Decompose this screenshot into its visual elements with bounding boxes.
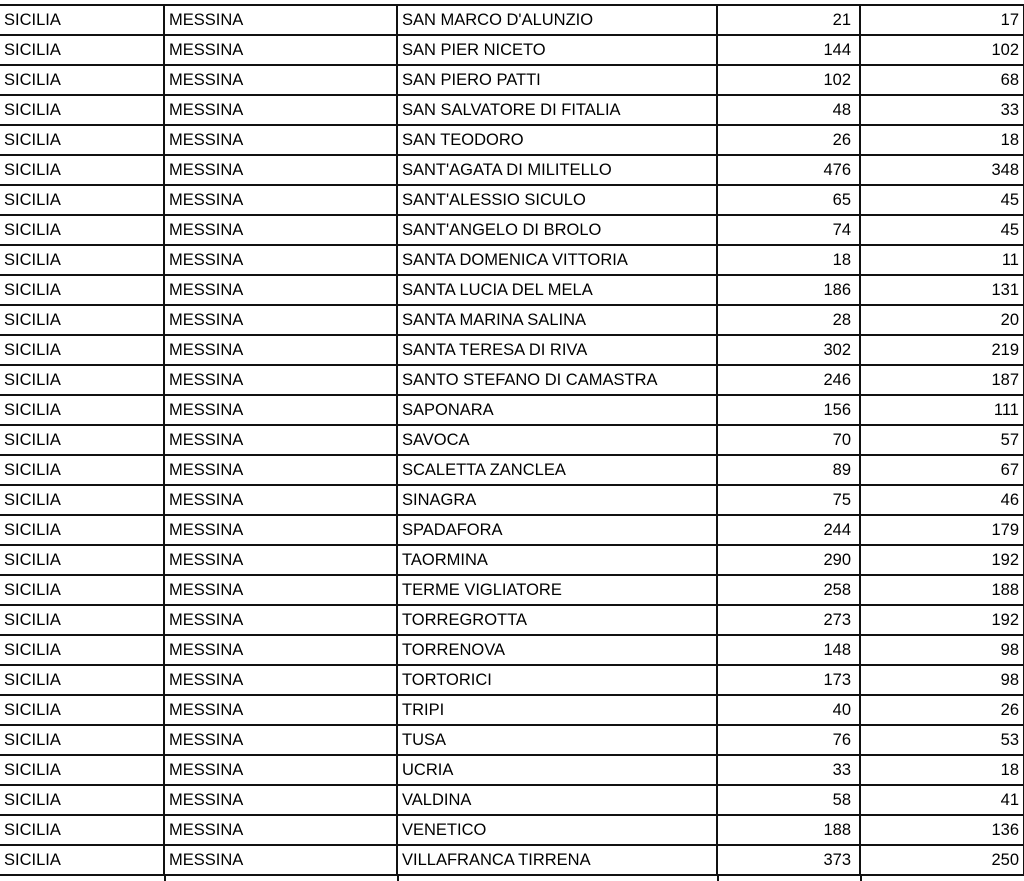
value-b-cell[interactable]: 45	[860, 185, 1024, 215]
province-cell[interactable]: MESSINA	[164, 515, 397, 545]
table-row	[0, 35, 1024, 65]
value-b-cell[interactable]: 11	[860, 245, 1024, 275]
municipality-cell[interactable]: SAN PIERO PATTI	[397, 65, 717, 95]
province-cell[interactable]: MESSINA	[164, 305, 397, 335]
value-a-cell[interactable]: 65	[717, 185, 860, 215]
value-b-cell[interactable]: 67	[860, 455, 1024, 485]
province-cell[interactable]: MESSINA	[164, 845, 397, 875]
province-cell[interactable]: MESSINA	[164, 5, 397, 35]
value-a-cell[interactable]: 28	[717, 305, 860, 335]
table-row	[0, 275, 1024, 305]
value-b-cell[interactable]: 179	[860, 515, 1024, 545]
table-row	[0, 125, 1024, 155]
value-a-cell[interactable]: 58	[717, 785, 860, 815]
value-b-cell[interactable]: 98	[860, 635, 1024, 665]
region-cell[interactable]: SICILIA	[0, 305, 164, 335]
municipality-cell[interactable]: TERME VIGLIATORE	[397, 575, 717, 605]
table-row	[0, 785, 1024, 815]
grid-line-stub	[164, 875, 166, 881]
table-row	[0, 5, 1024, 35]
region-cell[interactable]: SICILIA	[0, 725, 164, 755]
value-b-cell[interactable]: 18	[860, 755, 1024, 785]
municipality-cell[interactable]: SAN TEODORO	[397, 125, 717, 155]
value-b-cell[interactable]: 33	[860, 95, 1024, 125]
province-cell[interactable]: MESSINA	[164, 185, 397, 215]
municipality-cell[interactable]: SANTA TERESA DI RIVA	[397, 335, 717, 365]
value-a-cell[interactable]: 186	[717, 275, 860, 305]
table-row	[0, 365, 1024, 395]
value-b-cell[interactable]: 18	[860, 125, 1024, 155]
value-a-cell[interactable]: 21	[717, 5, 860, 35]
province-cell[interactable]: MESSINA	[164, 665, 397, 695]
table-row	[0, 605, 1024, 635]
grid-line-stub	[397, 875, 399, 881]
province-cell[interactable]: MESSINA	[164, 785, 397, 815]
municipality-cell[interactable]: TUSA	[397, 725, 717, 755]
municipality-cell[interactable]: SAVOCA	[397, 425, 717, 455]
table-row	[0, 575, 1024, 605]
value-b-cell[interactable]: 98	[860, 665, 1024, 695]
table-row	[0, 515, 1024, 545]
table-row	[0, 395, 1024, 425]
region-cell[interactable]: SICILIA	[0, 95, 164, 125]
province-cell[interactable]: MESSINA	[164, 155, 397, 185]
municipality-cell[interactable]: SANT'AGATA DI MILITELLO	[397, 155, 717, 185]
value-a-cell[interactable]: 244	[717, 515, 860, 545]
municipality-cell[interactable]: SAN MARCO D'ALUNZIO	[397, 5, 717, 35]
province-cell[interactable]: MESSINA	[164, 245, 397, 275]
province-cell[interactable]: MESSINA	[164, 455, 397, 485]
table-row	[0, 455, 1024, 485]
municipality-cell[interactable]: TAORMINA	[397, 545, 717, 575]
value-a-cell[interactable]: 302	[717, 335, 860, 365]
value-b-cell[interactable]: 111	[860, 395, 1024, 425]
table-row	[0, 215, 1024, 245]
province-cell[interactable]: MESSINA	[164, 395, 397, 425]
region-cell[interactable]: SICILIA	[0, 545, 164, 575]
region-cell[interactable]: SICILIA	[0, 335, 164, 365]
province-cell[interactable]: MESSINA	[164, 95, 397, 125]
value-a-cell[interactable]: 33	[717, 755, 860, 785]
municipality-cell[interactable]: SANTA LUCIA DEL MELA	[397, 275, 717, 305]
municipality-cell[interactable]: VILLAFRANCA TIRRENA	[397, 845, 717, 875]
region-cell[interactable]: SICILIA	[0, 125, 164, 155]
value-a-cell[interactable]: 40	[717, 695, 860, 725]
table-row	[0, 485, 1024, 515]
province-cell[interactable]: MESSINA	[164, 605, 397, 635]
province-cell[interactable]: MESSINA	[164, 125, 397, 155]
region-cell[interactable]: SICILIA	[0, 35, 164, 65]
value-a-cell[interactable]: 102	[717, 65, 860, 95]
table-row	[0, 815, 1024, 845]
value-a-cell[interactable]: 70	[717, 425, 860, 455]
municipality-cell[interactable]: SAN SALVATORE DI FITALIA	[397, 95, 717, 125]
region-cell[interactable]: SICILIA	[0, 605, 164, 635]
table-row	[0, 545, 1024, 575]
municipality-cell[interactable]: SINAGRA	[397, 485, 717, 515]
table-row	[0, 155, 1024, 185]
value-a-cell[interactable]: 156	[717, 395, 860, 425]
table-row	[0, 185, 1024, 215]
province-cell[interactable]: MESSINA	[164, 815, 397, 845]
municipality-cell[interactable]: SANTO STEFANO DI CAMASTRA	[397, 365, 717, 395]
province-cell[interactable]: MESSINA	[164, 545, 397, 575]
value-b-cell[interactable]: 348	[860, 155, 1024, 185]
region-cell[interactable]: SICILIA	[0, 755, 164, 785]
table-row	[0, 335, 1024, 365]
value-b-cell[interactable]: 68	[860, 65, 1024, 95]
region-cell[interactable]: SICILIA	[0, 635, 164, 665]
table-row	[0, 635, 1024, 665]
region-cell[interactable]: SICILIA	[0, 65, 164, 95]
municipality-cell[interactable]: SANT'ALESSIO SICULO	[397, 185, 717, 215]
table-row	[0, 845, 1024, 875]
region-cell[interactable]: SICILIA	[0, 455, 164, 485]
municipality-cell[interactable]: VALDINA	[397, 785, 717, 815]
table-row	[0, 95, 1024, 125]
value-b-cell[interactable]: 187	[860, 365, 1024, 395]
province-cell[interactable]: MESSINA	[164, 575, 397, 605]
value-b-cell[interactable]: 102	[860, 35, 1024, 65]
value-a-cell[interactable]: 173	[717, 665, 860, 695]
region-cell[interactable]: SICILIA	[0, 5, 164, 35]
province-cell[interactable]: MESSINA	[164, 695, 397, 725]
municipality-cell[interactable]: VENETICO	[397, 815, 717, 845]
value-b-cell[interactable]: 192	[860, 605, 1024, 635]
value-a-cell[interactable]: 246	[717, 365, 860, 395]
value-b-cell[interactable]: 45	[860, 215, 1024, 245]
municipality-cell[interactable]: TORTORICI	[397, 665, 717, 695]
table-row	[0, 425, 1024, 455]
province-cell[interactable]: MESSINA	[164, 755, 397, 785]
region-cell[interactable]: SICILIA	[0, 275, 164, 305]
province-cell[interactable]: MESSINA	[164, 425, 397, 455]
municipality-cell[interactable]: TRIPI	[397, 695, 717, 725]
value-b-cell[interactable]: 17	[860, 5, 1024, 35]
grid-line-stub	[860, 875, 862, 881]
value-a-cell[interactable]: 76	[717, 725, 860, 755]
municipality-cell[interactable]: SANTA DOMENICA VITTORIA	[397, 245, 717, 275]
value-b-cell[interactable]: 219	[860, 335, 1024, 365]
region-cell[interactable]: SICILIA	[0, 185, 164, 215]
value-a-cell[interactable]: 144	[717, 35, 860, 65]
municipality-cell[interactable]: SANT'ANGELO DI BROLO	[397, 215, 717, 245]
municipality-cell[interactable]: SAN PIER NICETO	[397, 35, 717, 65]
municipality-cell[interactable]: UCRIA	[397, 755, 717, 785]
table-row	[0, 245, 1024, 275]
region-cell[interactable]: SICILIA	[0, 695, 164, 725]
municipality-cell[interactable]: SPADAFORA	[397, 515, 717, 545]
region-cell[interactable]: SICILIA	[0, 515, 164, 545]
value-b-cell[interactable]: 192	[860, 545, 1024, 575]
region-cell[interactable]: SICILIA	[0, 155, 164, 185]
region-cell[interactable]: SICILIA	[0, 785, 164, 815]
value-b-cell[interactable]: 131	[860, 275, 1024, 305]
value-b-cell[interactable]: 20	[860, 305, 1024, 335]
table-body	[0, 5, 1024, 875]
value-a-cell[interactable]: 290	[717, 545, 860, 575]
table-row	[0, 755, 1024, 785]
region-cell[interactable]: SICILIA	[0, 575, 164, 605]
value-a-cell[interactable]: 373	[717, 845, 860, 875]
value-a-cell[interactable]: 75	[717, 485, 860, 515]
region-cell[interactable]: SICILIA	[0, 485, 164, 515]
province-cell[interactable]: MESSINA	[164, 635, 397, 665]
value-a-cell[interactable]: 258	[717, 575, 860, 605]
value-b-cell[interactable]: 136	[860, 815, 1024, 845]
value-a-cell[interactable]: 74	[717, 215, 860, 245]
municipality-cell[interactable]: SAPONARA	[397, 395, 717, 425]
province-cell[interactable]: MESSINA	[164, 725, 397, 755]
table-row	[0, 725, 1024, 755]
value-a-cell[interactable]: 89	[717, 455, 860, 485]
region-cell[interactable]: SICILIA	[0, 215, 164, 245]
province-cell[interactable]: MESSINA	[164, 275, 397, 305]
municipality-cell[interactable]: SCALETTA ZANCLEA	[397, 455, 717, 485]
region-cell[interactable]: SICILIA	[0, 365, 164, 395]
region-cell[interactable]: SICILIA	[0, 845, 164, 875]
region-cell[interactable]: SICILIA	[0, 245, 164, 275]
table-row	[0, 695, 1024, 725]
table-row	[0, 665, 1024, 695]
province-cell[interactable]: MESSINA	[164, 365, 397, 395]
value-a-cell[interactable]: 48	[717, 95, 860, 125]
value-a-cell[interactable]: 26	[717, 125, 860, 155]
region-cell[interactable]: SICILIA	[0, 815, 164, 845]
value-a-cell[interactable]: 476	[717, 155, 860, 185]
region-cell[interactable]: SICILIA	[0, 395, 164, 425]
region-cell[interactable]: SICILIA	[0, 425, 164, 455]
table-row	[0, 305, 1024, 335]
value-a-cell[interactable]: 188	[717, 815, 860, 845]
municipality-cell[interactable]: TORRENOVA	[397, 635, 717, 665]
value-a-cell[interactable]: 18	[717, 245, 860, 275]
municipality-cell[interactable]: TORREGROTTA	[397, 605, 717, 635]
value-b-cell[interactable]: 26	[860, 695, 1024, 725]
value-a-cell[interactable]: 148	[717, 635, 860, 665]
value-b-cell[interactable]: 250	[860, 845, 1024, 875]
value-b-cell[interactable]: 41	[860, 785, 1024, 815]
value-b-cell[interactable]: 46	[860, 485, 1024, 515]
table-row	[0, 65, 1024, 95]
value-b-cell[interactable]: 53	[860, 725, 1024, 755]
spreadsheet-table	[0, 4, 1024, 876]
value-b-cell[interactable]: 188	[860, 575, 1024, 605]
province-cell[interactable]: MESSINA	[164, 485, 397, 515]
grid-line-stub	[717, 875, 719, 881]
province-cell[interactable]: MESSINA	[164, 335, 397, 365]
value-b-cell[interactable]: 57	[860, 425, 1024, 455]
municipality-cell[interactable]: SANTA MARINA SALINA	[397, 305, 717, 335]
province-cell[interactable]: MESSINA	[164, 215, 397, 245]
province-cell[interactable]: MESSINA	[164, 65, 397, 95]
province-cell[interactable]: MESSINA	[164, 35, 397, 65]
value-a-cell[interactable]: 273	[717, 605, 860, 635]
region-cell[interactable]: SICILIA	[0, 665, 164, 695]
